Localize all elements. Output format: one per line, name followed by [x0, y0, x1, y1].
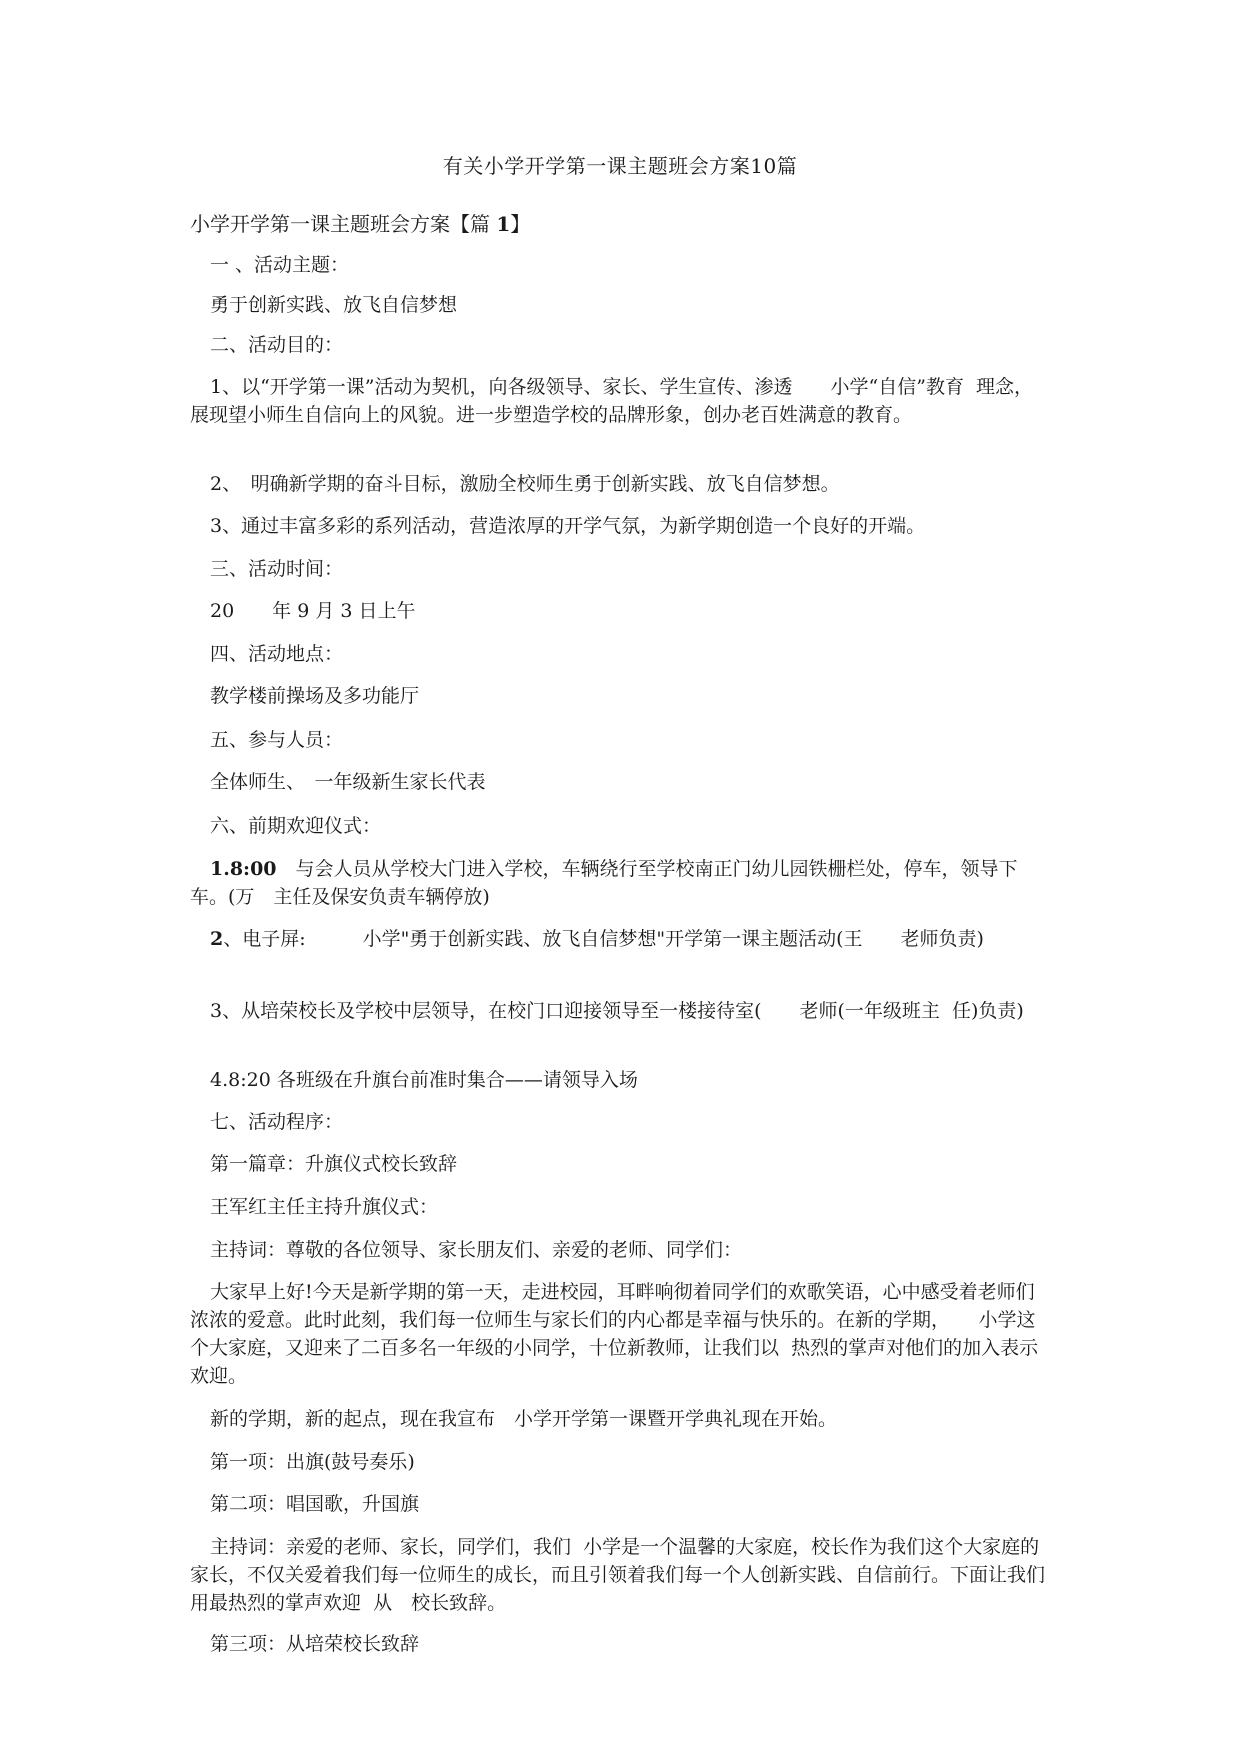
paragraph-text: 2、 明确新学期的奋斗目标，激励全校师生勇于创新实践、放飞自信梦想。: [210, 473, 840, 495]
paragraph-text: 、电子屏: 小学"勇于创新实践、放飞自信梦想"开学第一课主题活动(王 老师负责): [223, 928, 984, 950]
document-title: 有关小学开学第一课主题班会方案10篇: [442, 154, 798, 178]
paragraph: [190, 726, 1050, 754]
paragraph-text: 第一项：出旗(鼓号奏乐): [210, 1451, 415, 1473]
paragraph-text: 五、参与人员：: [210, 729, 344, 751]
paragraph: [190, 251, 1050, 279]
paragraph-text: 大家早上好!今天是新学期的第一天，走进校园，耳畔响彻着同学们的欢歌笑语，心中感受着老师们浓浓的爱意。此时此刻，我们每一位师生与家长们的内心都是幸福与快乐的。在新的学期， 小学这个大家庭，又迎来了二百多名一年级的小同学，十位新教师，让我们以 热烈的掌声对他们的加入表示欢迎。: [190, 1281, 1039, 1387]
paragraph: [190, 640, 1050, 668]
paragraph-text: 新的学期，新的起点，现在我宣布 小学开学第一课暨开学典礼现在开始。: [210, 1408, 838, 1430]
paragraph: [190, 470, 1050, 498]
paragraph-text: 王军红主任主持升旗仪式：: [210, 1196, 439, 1218]
paragraph-text: 主持词：亲爱的老师、家长，同学们，我们 小学是一个温馨的大家庭，校长作为我们这个大家庭的家长，不仅关爱着我们每一位师生的成长，而且引领着我们每一个人创新实践、自信前行。下面让我们用最热烈的掌声欢迎 从 校长致辞。: [190, 1536, 1046, 1614]
paragraph: [190, 1533, 1050, 1617]
paragraph: [190, 1278, 1050, 1390]
paragraph: [190, 597, 1050, 625]
paragraph: [190, 1490, 1050, 1518]
paragraph: [190, 291, 1050, 319]
section-heading-close: 】: [510, 212, 531, 236]
paragraph: [190, 512, 1050, 540]
paragraph-text: 全体师生、 一年级新生家长代表: [210, 771, 486, 793]
paragraph: [190, 925, 1050, 953]
paragraph: [190, 855, 1050, 911]
paragraph: [190, 1630, 1050, 1658]
paragraph: [190, 373, 1050, 429]
paragraph-text: 第二项：唱国歌，升国旗: [210, 1493, 420, 1515]
paragraph-text: 七、活动程序：: [210, 1111, 344, 1133]
paragraph-text: 二、活动目的：: [210, 334, 344, 356]
section-heading-text: 小学开学第一课主题班会方案【篇: [190, 212, 497, 236]
paragraph: [190, 682, 1050, 710]
paragraph-text: 3、从培荣校长及学校中层领导，在校门口迎接领导至一楼接待室( 老师(一年级班主 任)负责): [210, 1000, 1024, 1022]
paragraph-bold-lead: 1.8:00: [210, 858, 277, 880]
paragraph: [190, 1236, 1050, 1264]
paragraph: [190, 768, 1050, 796]
paragraph-text: 第一篇章：升旗仪式校长致辞: [210, 1153, 458, 1175]
section-number: 1: [496, 212, 511, 236]
paragraph: [190, 1405, 1050, 1433]
paragraph: [190, 1066, 1050, 1094]
paragraph: [190, 555, 1050, 583]
paragraph-text: 一 、活动主题：: [210, 254, 350, 276]
paragraph-text: 主持词：尊敬的各位领导、家长朋友们、亲爱的老师、同学们：: [210, 1239, 743, 1261]
paragraph: [190, 1108, 1050, 1136]
paragraph: [190, 1150, 1050, 1178]
paragraph-text: 六、前期欢迎仪式：: [210, 815, 382, 837]
paragraph-bold-lead: 2: [210, 928, 224, 950]
section-heading: [190, 208, 530, 237]
paragraph: [190, 331, 1050, 359]
paragraph: [190, 997, 1050, 1025]
paragraph: [190, 1448, 1050, 1476]
paragraph-text: 与会人员从学校大门进入学校，车辆绕行至学校南正门幼儿园铁栅栏处，停车，领导下车。(万 主任及保安负责车辆停放): [190, 858, 1018, 908]
paragraph-text: 4.8:20 各班级在升旗台前准时集合——请领导入场: [210, 1069, 638, 1091]
paragraph-text: 勇于创新实践、放飞自信梦想: [210, 294, 458, 316]
paragraph-text: 20 年 9 月 3 日上午: [210, 600, 416, 622]
paragraph: [190, 812, 1050, 840]
paragraph-text: 三、活动时间：: [210, 558, 344, 580]
paragraph-text: 第三项：从培荣校长致辞: [210, 1633, 420, 1655]
paragraph-text: 教学楼前操场及多功能厅: [210, 685, 420, 707]
paragraph-text: 3、通过丰富多彩的系列活动，营造浓厚的开学气氛，为新学期创造一个良好的开端。: [210, 515, 926, 537]
paragraph-text: 四、活动地点：: [210, 643, 344, 665]
paragraph-text: 1、以“开学第一课”活动为契机，向各级领导、家长、学生宣传、渗透 小学“自信”教育 理念，展现望小师生自信向上的风貌。进一步塑造学校的品牌形象，创办老百姓满意的教育。: [190, 376, 1034, 426]
paragraph: [190, 1193, 1050, 1221]
